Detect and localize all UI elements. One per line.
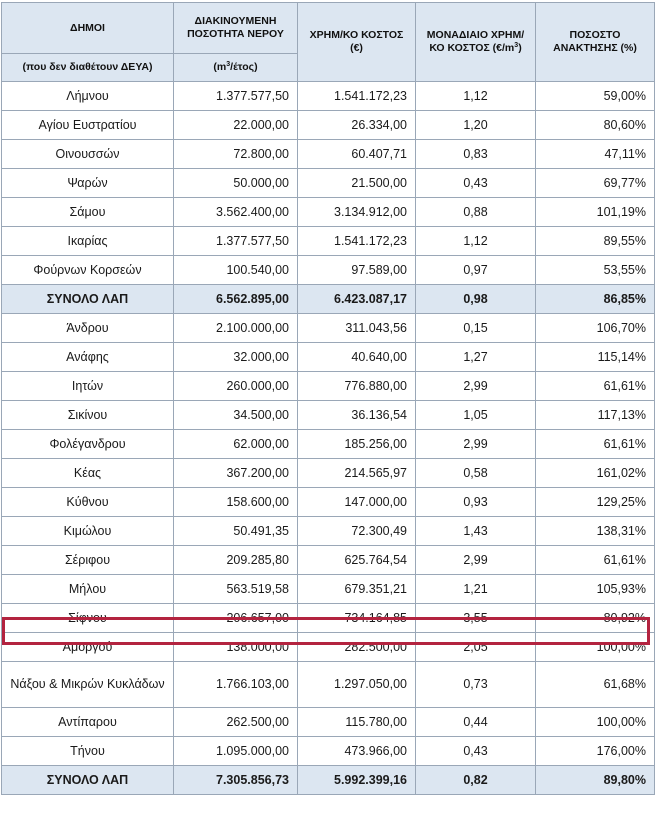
table-row [2,430,655,459]
total-row [2,766,655,795]
cost-cell: 6.423.087,17 [298,285,416,314]
quantity-cell: 34.500,00 [174,401,298,430]
municipality-cell: Λήμνου [2,82,174,111]
unit-cost-cell: 0,73 [416,662,536,708]
municipality-cell: Τήνου [2,737,174,766]
recovery-cell: 80,92% [536,604,655,633]
unit-cost-cell: 2,99 [416,430,536,459]
quantity-cell: 1.377.577,50 [174,82,298,111]
quantity-cell: 22.000,00 [174,111,298,140]
recovery-cell: 89,55% [536,227,655,256]
table-row [2,546,655,575]
recovery-cell: 161,02% [536,459,655,488]
unit-cost-cell: 0,43 [416,169,536,198]
cost-cell: 115.780,00 [298,708,416,737]
quantity-cell: 209.285,80 [174,546,298,575]
municipality-cell: ΣΥΝΟΛΟ ΛΑΠ [2,285,174,314]
municipality-cell: Ψαρών [2,169,174,198]
municipality-cell: Σέριφου [2,546,174,575]
recovery-cell: 89,80% [536,766,655,795]
unit-cost-cell: 2,99 [416,546,536,575]
table-row [2,737,655,766]
recovery-cell: 80,60% [536,111,655,140]
cost-cell: 1.541.172,23 [298,227,416,256]
unit-cost-cell: 0,88 [416,198,536,227]
cost-cell: 734.164,85 [298,604,416,633]
municipality-cell: Κέας [2,459,174,488]
quantity-cell: 1.377.577,50 [174,227,298,256]
table-row [2,459,655,488]
quantity-cell: 367.200,00 [174,459,298,488]
quantity-cell: 7.305.856,73 [174,766,298,795]
municipality-cell: Σικίνου [2,401,174,430]
header-financial-cost: ΧΡΗΜ/ΚΟ ΚΟΣΤΟΣ (€) [298,3,416,82]
table-row [2,343,655,372]
unit-cost-cell: 3,55 [416,604,536,633]
cost-cell: 3.134.912,00 [298,198,416,227]
cost-cell: 282.500,00 [298,633,416,662]
total-row [2,285,655,314]
quantity-cell: 158.600,00 [174,488,298,517]
cost-cell: 26.334,00 [298,111,416,140]
table-row [2,140,655,169]
quantity-cell: 260.000,00 [174,372,298,401]
cost-cell: 1.297.050,00 [298,662,416,708]
recovery-cell: 59,00% [536,82,655,111]
unit-cost-cell: 0,82 [416,766,536,795]
unit-cost-cell: 1,27 [416,343,536,372]
cost-cell: 40.640,00 [298,343,416,372]
unit-cost-cell: 1,12 [416,82,536,111]
municipality-cell: Φολέγανδρου [2,430,174,459]
cost-cell: 147.000,00 [298,488,416,517]
recovery-cell: 100,00% [536,633,655,662]
recovery-cell: 47,11% [536,140,655,169]
municipality-cell: Σάμου [2,198,174,227]
table-row [2,82,655,111]
table-row [2,575,655,604]
unit-cost-cell: 2,05 [416,633,536,662]
unit-cost-cell: 0,15 [416,314,536,343]
table-row [2,227,655,256]
cost-cell: 21.500,00 [298,169,416,198]
table-row [2,372,655,401]
municipality-cell: Αντίπαρου [2,708,174,737]
municipality-cell: Κιμώλου [2,517,174,546]
quantity-cell: 138.000,00 [174,633,298,662]
table-row [2,111,655,140]
table-body [2,82,655,795]
quantity-cell: 206.657,00 [174,604,298,633]
recovery-cell: 129,25% [536,488,655,517]
unit-cost-cell: 1,21 [416,575,536,604]
unit-cost-cell: 1,12 [416,227,536,256]
quantity-cell: 6.562.895,00 [174,285,298,314]
table-row [2,708,655,737]
recovery-cell: 115,14% [536,343,655,372]
quantity-cell: 3.562.400,00 [174,198,298,227]
municipality-cell: Αγίου Ευστρατίου [2,111,174,140]
cost-cell: 679.351,21 [298,575,416,604]
unit-cost-cell: 2,99 [416,372,536,401]
unit-cost-cell: 0,83 [416,140,536,169]
recovery-cell: 138,31% [536,517,655,546]
unit-cost-cell: 0,93 [416,488,536,517]
unit-cost-cell: 1,05 [416,401,536,430]
table-row [2,256,655,285]
cost-cell: 97.589,00 [298,256,416,285]
municipality-cell: Ιητών [2,372,174,401]
quantity-cell: 62.000,00 [174,430,298,459]
municipality-cell: Φούρνων Κορσεών [2,256,174,285]
quantity-cell: 32.000,00 [174,343,298,372]
cost-cell: 214.565,97 [298,459,416,488]
cost-cell: 60.407,71 [298,140,416,169]
recovery-cell: 176,00% [536,737,655,766]
quantity-cell: 50.491,35 [174,517,298,546]
unit-cost-cell: 0,58 [416,459,536,488]
table-row [2,401,655,430]
municipality-cell: ΣΥΝΟΛΟ ΛΑΠ [2,766,174,795]
recovery-cell: 106,70% [536,314,655,343]
quantity-cell: 50.000,00 [174,169,298,198]
recovery-cell: 61,61% [536,546,655,575]
unit-cost-cell: 1,43 [416,517,536,546]
table-row [2,662,655,708]
table-row [2,517,655,546]
unit-cost-cell: 1,20 [416,111,536,140]
municipality-cell: Ικαρίας [2,227,174,256]
recovery-cell: 105,93% [536,575,655,604]
quantity-cell: 1.095.000,00 [174,737,298,766]
municipality-cell: Νάξου & Μικρών Κυκλάδων [2,662,174,708]
recovery-cell: 100,00% [536,708,655,737]
recovery-cell: 69,77% [536,169,655,198]
header-water-quantity: ΔΙΑΚΙΝΟΥΜΕΝΗ ΠΟΣΟΤΗΤΑ ΝΕΡΟΥ [174,3,298,54]
unit-cost-cell: 0,44 [416,708,536,737]
quantity-cell: 2.100.000,00 [174,314,298,343]
cost-cell: 5.992.399,16 [298,766,416,795]
cost-cell: 36.136,54 [298,401,416,430]
cost-cell: 311.043,56 [298,314,416,343]
table-header [2,3,655,82]
municipality-cell: Οινουσσών [2,140,174,169]
recovery-cell: 53,55% [536,256,655,285]
quantity-cell: 72.800,00 [174,140,298,169]
cost-cell: 72.300,49 [298,517,416,546]
cost-cell: 473.966,00 [298,737,416,766]
recovery-cell: 117,13% [536,401,655,430]
header-municipalities: ΔΗΜΟΙ [2,3,174,54]
recovery-cell: 101,19% [536,198,655,227]
cost-cell: 625.764,54 [298,546,416,575]
quantity-cell: 262.500,00 [174,708,298,737]
table-row [2,604,655,633]
table-row [2,633,655,662]
cost-cell: 776.880,00 [298,372,416,401]
quantity-cell: 563.519,58 [174,575,298,604]
municipality-cell: Κύθνου [2,488,174,517]
recovery-cell: 61,61% [536,430,655,459]
unit-cost-cell: 0,43 [416,737,536,766]
cost-cell: 1.541.172,23 [298,82,416,111]
table-row [2,488,655,517]
recovery-cell: 86,85% [536,285,655,314]
header-water-quantity-unit: $(m^3/έ\tau o\varsigma)$ [174,54,298,82]
municipality-cell: Μήλου [2,575,174,604]
municipality-cell: Σίφνου [2,604,174,633]
cost-cell: 185.256,00 [298,430,416,459]
recovery-cell: 61,68% [536,662,655,708]
municipality-cell: Άνδρου [2,314,174,343]
header-recovery-rate: ΠΟΣΟΣΤΟ ΑΝΑΚΤΗΣΗΣ (%) [536,3,655,82]
table-row [2,169,655,198]
table-row [2,198,655,227]
municipality-cell: Αμοργού [2,633,174,662]
recovery-cell: 61,61% [536,372,655,401]
water-cost-table [1,2,655,795]
quantity-cell: 1.766.103,00 [174,662,298,708]
header-municipalities-note: (που δεν διαθέτουν ΔΕΥΑ) [2,54,174,82]
unit-cost-cell: 0,98 [416,285,536,314]
unit-cost-cell: 0,97 [416,256,536,285]
header-unit-cost: ΜΟΝΑΔΙΑΙΟ ΧΡΗΜ/ΚΟ ΚΟΣΤΟΣ $(€/m^3)$ [416,3,536,82]
quantity-cell: 100.540,00 [174,256,298,285]
table-row [2,314,655,343]
municipality-cell: Ανάφης [2,343,174,372]
